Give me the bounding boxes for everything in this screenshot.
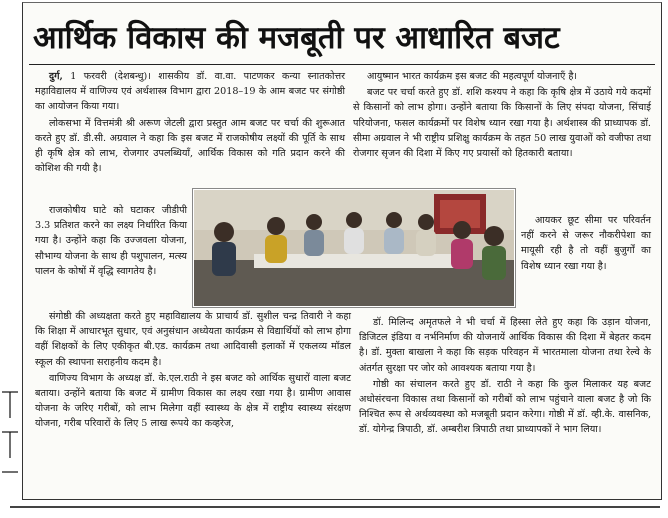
paragraph-text: लोकसभा में वित्तमंत्री श्री अरूण जेटली द्वारा प्रस्तुत आम बजट पर चर्चा की शुरूआत करते हुए डॉ. डी.सी. अग्रवाल ने कहा कि इस बजट में राजकोषीय लक्ष्यों की पूर्ति के साथ ही कृषि क्षेत्र को लाभ, रोजगार उपलब्धियॉं, आर्थिक विकास को गति प्रदान करने की कोशिश की गयी है। xyxy=(35,117,345,175)
paragraph xyxy=(35,116,345,177)
paragraph: बजट पर चर्चा करते हुए डॉ. शशि कश्यप ने कहा कि कृषि क्षेत्र में उठाये गये कदमों से किसानों को लाभ होगा। उन्होंने बताया कि किसानों के लिए संपदा योजना, सिंचाई परियोजना, फसल कार्यक्रमों पर विशेष ध्यान रखा गया है। अर्थशास्त्र की प्राध्यापक डॉ. सीमा अग्रवाल ने भी राष्ट्रीय प्रशिक्षु कार्यक्रम के तहत 50 लाख युवाओं को वजीफा तथा रोजगार सृजन की दिशा में किए गए प्रयासों को हितकारी बताया। xyxy=(353,87,651,160)
paragraph: डॉ. मिलिन्द अमृतफले ने भी चर्चा में हिस्सा लेते हुए कहा कि उड़ान योजना, डिजिटल इंडिया व नर्भनिर्माण की योजनायें आर्थिक विकास की दिशा में बेहतर कदम है। डॉ. मुक्ता बाखला ने कहा कि सड़क परिवहन में भारतमाला योजना तथा रेल्वे के अंतर्गत सुरक्षा पर जोर को आवश्यक बताया गया है। xyxy=(359,317,651,374)
right-column-narrow xyxy=(521,213,651,274)
paragraph xyxy=(35,69,345,115)
paragraph: गोष्ठी का संचालन करते हुए डॉ. राठी ने कहा कि कुल मिलाकर यह बजट अधोसंरचना विकास तथा किसानों को गरीबों को लाभ पहुंचाने वाला बजट है जो कि निश्चित रूप से अर्थव्यवस्था को मजबूती प्रदान करेगा। गोष्ठी में डॉ. व्ही.के. वासनिक, डॉ. योगेन्द्र त्रिपाठी, डॉ. अम्बरीश त्रिपाठी तथा प्राध्यापकों ने भाग लिया। xyxy=(359,378,651,436)
group-photo-icon xyxy=(194,190,514,306)
headline: आर्थिक विकास की मजबूती पर आधारित बजट xyxy=(33,20,560,56)
paragraph: आयुष्मान भारत कार्यक्रम इस बजट की महत्वपूर्ण योजनाऍं है। xyxy=(367,71,578,82)
right-column xyxy=(353,69,651,161)
dateline: दुर्ग, xyxy=(49,71,63,82)
paragraph: वाणिज्य विभाग के अध्यक्ष डॉ. के.एल.राठी ने इस बजट को आर्थिक सुधारों वाला बजट बताया। उन्होंने बताया कि बजट में ग्रामीण विकास का लक्ष्य रखा गया है। ग्रामीण आवास योजना के जरिए गरीबों, को लाभ मिलेगा वहीं स्वास्थ्य के क्षेत्र में राष्ट्रीय स्वास्थ्य संरक्षण योजना, गरीब परिवारों के लिए 5 लाख रूपये का कव्हरेज, xyxy=(35,372,351,430)
left-column xyxy=(35,69,345,176)
paragraph: संगोष्ठी की अध्यक्षता करते हुए महाविद्यालय के प्राचार्य डॉ. सुशील चन्द्र तिवारी ने कहा कि शिक्षा में आधारभूत सुधार, एवं अनुसंधान अध्येयता कार्यक्रम से विद्यार्थियों को लाभ होगा वहीं शिक्षकों के लिए एकीकृत बी.एड. कार्यक्रम तथा आदिवासी इलाकों में एकलव्य मॉडल स्कूल की स्थापना सराहनीय कदम है। xyxy=(35,311,351,368)
left-column-narrow xyxy=(35,203,187,279)
news-photo xyxy=(193,189,515,307)
paragraph-text: 1 फरवरी (देशबन्धु)। शासकीय डॉ. वा.वा. पाटणकर कन्या स्नातकोत्तर महाविद्यालय में वाणिज्य एवं अर्थशास्त्र विभाग द्वारा 2018–19 के आम बजट पर संगोष्ठी का आयोजन किया गया। xyxy=(35,71,345,113)
side-marks xyxy=(0,388,20,492)
paragraph: आयकर छूट सीमा पर परिवर्तन नहीं करने से जरूर नौकरीपेशा का मायूसी रही है तो वहीं बुजुर्गों का विशेष ध्यान रखा गया है। xyxy=(521,215,651,272)
left-column-lower xyxy=(35,309,351,432)
crop-marks-icon xyxy=(0,388,20,488)
headline-rule xyxy=(29,64,655,65)
right-column-lower xyxy=(359,315,651,438)
newspaper-clipping xyxy=(22,2,662,500)
paragraph: राजकोषीय घाटे को घटाकर जीडीपी 3.3 प्रतिशत करने का लक्ष्य निर्धारित किया गया है। उन्होंने कहा कि उज्जवला योजना, सौभाग्य योजना के साथ ही पशुपालन, मत्स्य पालन के कोषों में वृद्धि स्वागतेय है। xyxy=(35,205,187,277)
bottom-rule xyxy=(10,506,660,508)
